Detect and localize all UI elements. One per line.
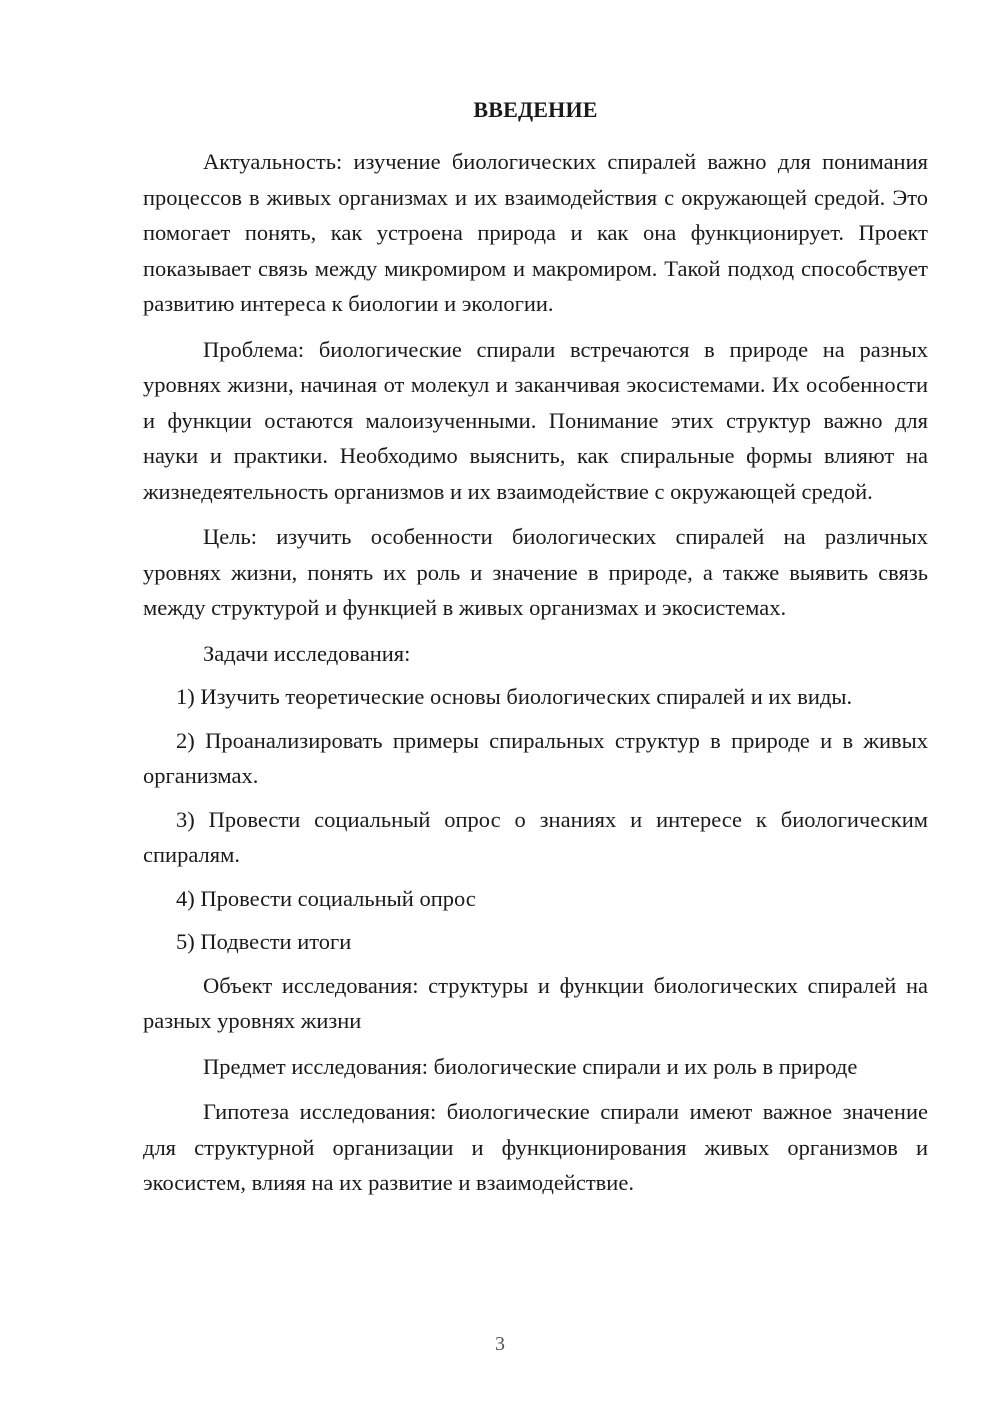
document-page (143, 96, 928, 1211)
goal-paragraph: Цель: изучить особенности биологических спиралей на различных уровнях жизни, понять их роль и значение в природе, а также выявить связь между структурой и функцией в живых организмах и экосистемах. (143, 524, 928, 620)
task-item-3: 3) Провести социальный опрос о знаниях и интересе к биологическим спиралям. (143, 806, 928, 867)
research-object-paragraph: Объект исследования: структуры и функции биологических спиралей на разных уровнях жизни (143, 972, 928, 1033)
relevance-paragraph: Актуальность: изучение биологических спиралей важно для понимания процессов в живых организмах и их взаимодействия с окружающей средой. Это помогает понять, как устроена природа и как она функционирует. Проект показывает связь между микромиром и макромиром. Такой подход способствует развитию интереса к биологии и экологии. (143, 149, 928, 316)
problem-paragraph: Проблема: биологические спирали встречаются в природе на разных уровнях жизни, начиная от молекул и заканчивая экосистемами. Их особенности и функции остаются малоизученными. Понимание этих структур важно для науки и практики. Необходимо выяснить, как спиральные формы влияют на жизнедеятельность организмов и их взаимодействие с окружающей средой. (143, 336, 928, 504)
task-item-5: 5) Подвести итоги (176, 929, 352, 954)
task-item-1: 1) Изучить теоретические основы биологических спиралей и их виды. (176, 684, 853, 709)
page-number: 3 (495, 1333, 505, 1355)
hypothesis-paragraph: Гипотеза исследования: биологические спирали имеют важное значение для структурной организации и функционирования живых организмов и экосистем, влияя на их развитие и взаимодействие. (143, 1099, 928, 1195)
research-subject-paragraph: Предмет исследования: биологические спирали и их роль в природе (203, 1053, 858, 1079)
tasks-heading: Задачи исследования: (203, 640, 411, 666)
page-title: ВВЕДЕНИЕ (473, 97, 598, 122)
task-item-4: 4) Провести социальный опрос (176, 885, 476, 911)
task-item-2: 2) Проанализировать примеры спиральных структур в природе и в живых организмах. (143, 727, 928, 788)
